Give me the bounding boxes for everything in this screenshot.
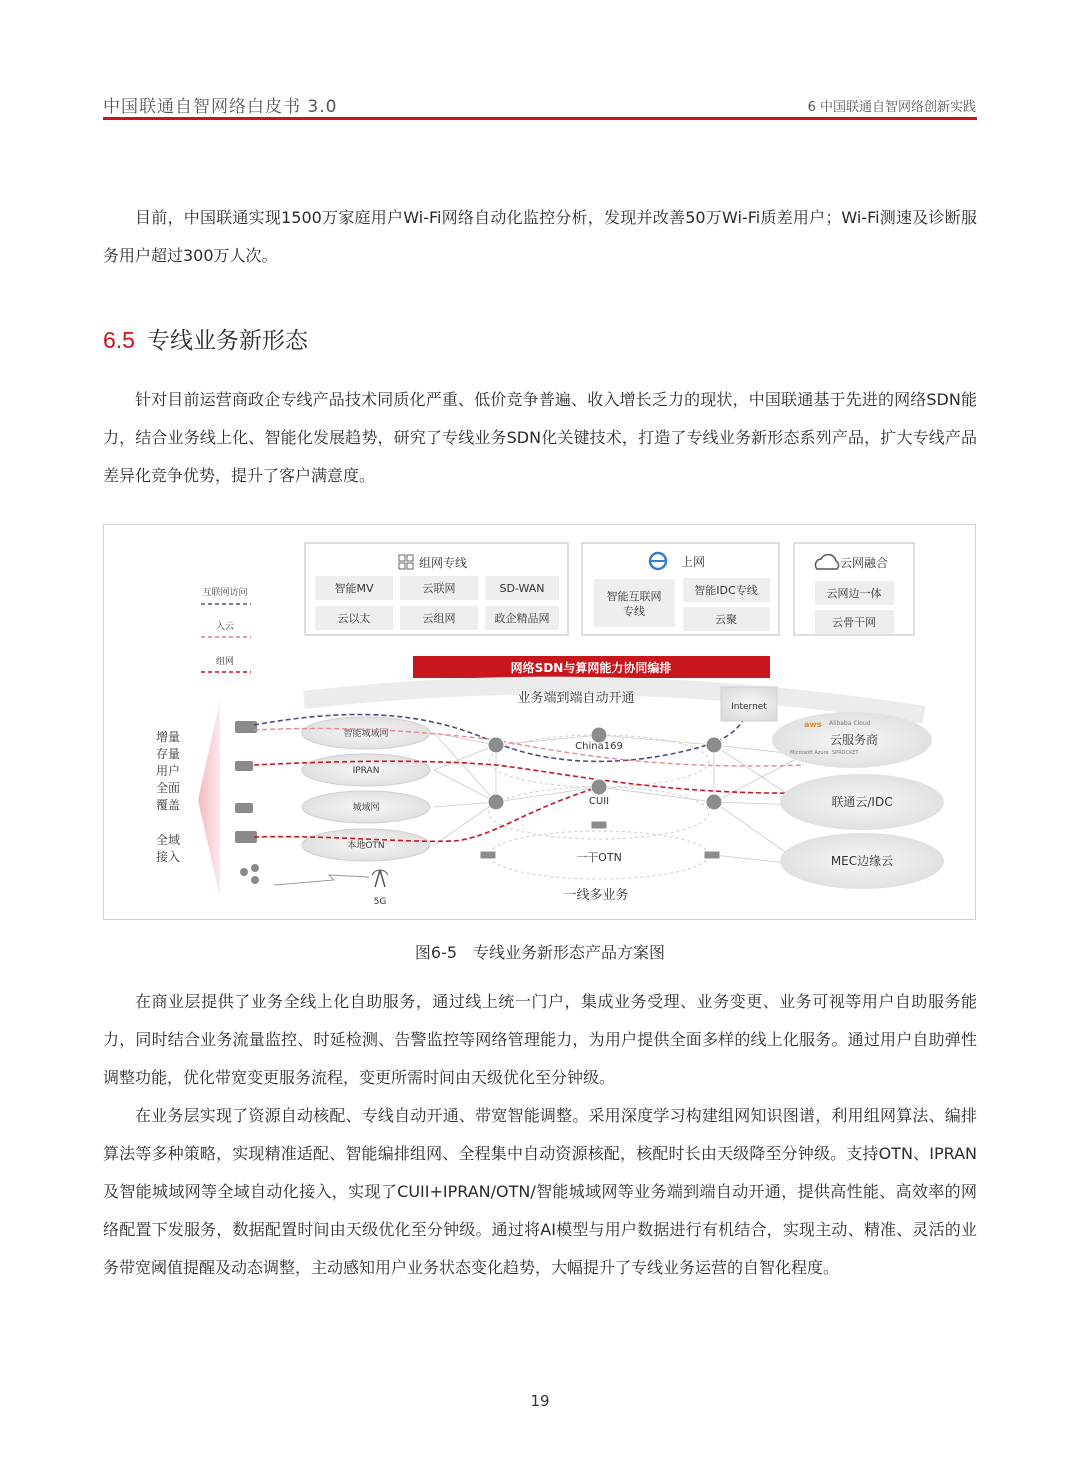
product-sd-wan: SD-WAN — [499, 582, 545, 595]
section-number: 6.5 — [103, 327, 135, 353]
core-net-trunk-otn: 一干OTN — [576, 851, 622, 864]
diagram-svg — [104, 525, 975, 919]
header-doc-title: 中国联通自智网络白皮书 3.0 — [103, 97, 338, 117]
product-chip — [594, 579, 675, 627]
e2e-subtitle: 业务端到端自动开通 — [517, 691, 635, 706]
factory-icon — [235, 803, 253, 813]
legend-cloud-label: 入云 — [215, 622, 235, 632]
internet-label: Internet — [731, 702, 767, 712]
mec-cloud-label: MEC边缘云 — [830, 854, 894, 868]
antenna-icon — [372, 870, 388, 887]
page-number: 19 — [530, 1392, 550, 1410]
cloud-vendor-aws: aws — [804, 720, 822, 729]
section-paragraph: 针对目前运营商政企专线产品技术同质化严重、低价竞争普遍、收入增长乏力的现状，中国联通基于先进的网络SDN能力，结合业务线上化、智能化发展趋势，研究了专线业务SDN化关键技术，打造了专线业务新形态系列产品，扩大专线产品差异化竞争优势，提升了客户满意度。 — [103, 390, 977, 485]
router-icon — [706, 737, 722, 753]
router-icon — [488, 737, 504, 753]
intro-paragraph: 目前，中国联通实现1500万家庭用户Wi-Fi网络自动化监控分析，发现并改善50万Wi-Fi质差用户；Wi-Fi测速及诊断服务用户超过300万人次。 — [103, 208, 977, 265]
wireless-link — [274, 875, 369, 885]
core-net-china169: China169 — [575, 741, 623, 752]
section-title: 专线业务新形态 — [146, 328, 308, 354]
cloud-provider-label: 云服务商 — [829, 733, 879, 747]
product-smart-internet-line: 智能互联网专线 — [606, 590, 662, 618]
intro-paragraph-block — [103, 199, 977, 275]
product-gov-premium-net: 政企精品网 — [494, 612, 550, 625]
fiveg-label: 5G — [373, 897, 387, 907]
group-internet-title: 上网 — [681, 555, 706, 569]
otn-path — [254, 787, 599, 841]
figure-caption: 图6-5 专线业务新形态产品方案图 — [414, 943, 666, 962]
otn-node-icon — [591, 821, 607, 829]
users-icon — [240, 868, 248, 876]
router-icon — [488, 794, 504, 810]
product-cloud-net-edge: 云网边一体 — [826, 587, 882, 600]
otn-node-icon — [480, 851, 496, 859]
cloud-vendor-sprocket: SPROCKET — [832, 750, 859, 756]
factory-icon — [235, 761, 253, 771]
access-net-metro: 城域网 — [352, 803, 380, 813]
legend-networking-label: 组网 — [215, 657, 235, 667]
building-icon — [235, 721, 257, 733]
core-net-cuii: CUII — [588, 796, 610, 807]
product-cloud-aggregation: 云聚 — [715, 613, 737, 626]
group-networking-title: 组网专线 — [419, 556, 468, 570]
product-cloud-connect: 云联网 — [422, 582, 456, 595]
coverage-wedge — [198, 700, 220, 898]
otn-node-icon — [704, 851, 720, 859]
product-cloud-backbone: 云骨干网 — [832, 616, 876, 629]
product-smart-idc-line: 智能IDC专线 — [694, 584, 758, 597]
body-paragraph: 在业务层实现了资源自动核配、专线自动开通、带宽智能调整。采用深度学习构建组网知识图谱，利用组网算法、编排算法等多种策略，实现精准适配、智能编排组网、全程集中自动资源核配，核配时长由天级降至分钟级。支持OTN、IPRAN及智能城域网等全域自动化接入，实现了CUII+IPRAN/OTN/智能城域网等业务端到端自动开通，提供高性能、高效率的网络配置下发服务，数据配置时间由天级优化至分钟级。通过将AI模型与用户数据进行有机结合，实现主动、精准、灵活的业务带宽阈值提醒及动态调整，主动感知用户业务状态变化趋势，大幅提升了专线业务运营的自智化程度。 — [103, 1106, 977, 1277]
left-coverage-text: 增量 存量 用户 全面 覆盖 全域 接入 — [156, 730, 181, 864]
access-net-smart-metro: 智能城域网 — [343, 729, 389, 739]
header-chapter: 6 中国联通自智网络创新实践 — [807, 100, 976, 115]
figure-diagram — [103, 524, 976, 920]
access-net-local-otn: 本地OTN — [347, 841, 385, 851]
access-devices — [235, 721, 259, 884]
router-icon — [706, 794, 722, 810]
legend-internet-label: 互联网访问 — [202, 588, 248, 598]
section-heading — [103, 322, 308, 355]
unicom-cloud-label: 联通云/IDC — [831, 795, 893, 809]
product-smart-mv: 智能MV — [334, 582, 374, 595]
sdn-banner-text: 网络SDN与算网能力协同编排 — [510, 661, 672, 675]
building-icon — [235, 831, 257, 843]
product-cloud-networking: 云组网 — [422, 612, 456, 625]
product-cloud-ethernet: 云以太 — [337, 612, 371, 625]
cloud-vendor-azure: Microsoft Azure — [790, 750, 829, 756]
header-divider — [103, 117, 977, 120]
body-paragraph: 在商业层提供了业务全线上化自助服务，通过线上统一门户，集成业务受理、业务变更、业务可视等用户自助服务能力，同时结合业务流量监控、时延检测、告警监控等网络管理能力，为用户提供全面多样的线上化服务。通过用户自助弹性调整功能，优化带宽变更服务流程，变更所需时间由天级优化至分钟级。 — [103, 992, 977, 1087]
access-net-ipran: IPRAN — [352, 766, 380, 776]
one-line-multi-service: 一线多业务 — [563, 888, 629, 903]
router-icon — [591, 779, 607, 795]
section-paragraph-block — [103, 381, 977, 495]
body-paragraphs — [103, 983, 977, 1287]
group-cloudnet-title: 云网融合 — [840, 556, 889, 570]
cloud-vendor-alibaba: Alibaba Cloud — [829, 720, 871, 727]
